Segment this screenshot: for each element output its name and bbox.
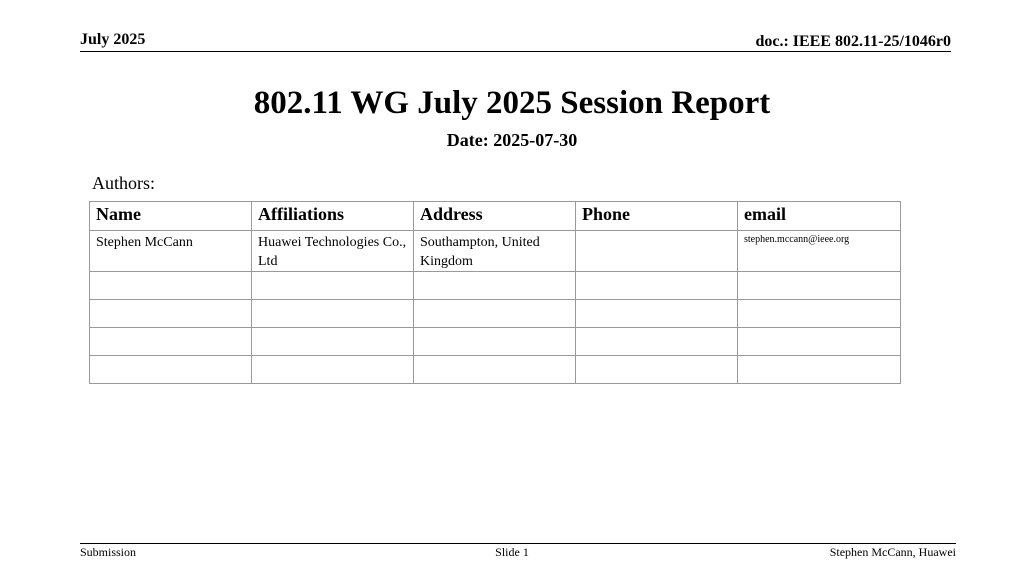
table-cell — [738, 272, 901, 300]
authors-label: Authors: — [92, 173, 155, 193]
slide-title: 802.11 WG July 2025 Session Report — [253, 85, 771, 121]
column-header-address: Address — [414, 202, 576, 231]
authors-table — [89, 201, 901, 384]
header-date: July 2025 — [80, 31, 146, 48]
table-cell — [252, 300, 414, 328]
table-cell — [576, 272, 738, 300]
table-cell — [252, 356, 414, 384]
table-cell — [414, 356, 576, 384]
column-header-email: email — [738, 202, 901, 231]
author-name-cell: Stephen McCann — [90, 231, 252, 272]
column-header-name: Name — [90, 202, 252, 231]
table-cell — [90, 272, 252, 300]
table-cell — [90, 356, 252, 384]
table-row — [90, 300, 901, 328]
table-header-row — [90, 202, 901, 231]
footer-slide-number: Slide 1 — [495, 545, 529, 559]
table-cell — [414, 328, 576, 356]
table-cell — [90, 328, 252, 356]
author-email-cell: stephen.mccann@ieee.org — [738, 231, 901, 272]
column-header-affiliations: Affiliations — [252, 202, 414, 231]
column-header-phone: Phone — [576, 202, 738, 231]
author-affiliation-cell: Huawei Technologies Co., Ltd — [252, 231, 414, 272]
author-phone-cell — [576, 231, 738, 272]
table-cell — [414, 300, 576, 328]
table-row — [90, 231, 901, 272]
slide-date: Date: 2025-07-30 — [446, 130, 578, 150]
table-row — [90, 272, 901, 300]
table-row — [90, 328, 901, 356]
table-cell — [252, 272, 414, 300]
footer-author: Stephen McCann, Huawei — [829, 545, 956, 559]
table-cell — [576, 300, 738, 328]
table-cell — [252, 328, 414, 356]
table-cell — [738, 356, 901, 384]
table-cell — [576, 356, 738, 384]
footer-divider — [80, 543, 956, 544]
table-cell — [738, 300, 901, 328]
header-divider — [80, 51, 951, 52]
table-cell — [738, 328, 901, 356]
table-cell — [414, 272, 576, 300]
author-address-cell: Southampton, United Kingdom — [414, 231, 576, 272]
table-cell — [90, 300, 252, 328]
footer-submission: Submission — [80, 545, 137, 559]
table-cell — [576, 328, 738, 356]
header-doc-id: doc.: IEEE 802.11-25/1046r0 — [755, 33, 951, 50]
table-row — [90, 356, 901, 384]
